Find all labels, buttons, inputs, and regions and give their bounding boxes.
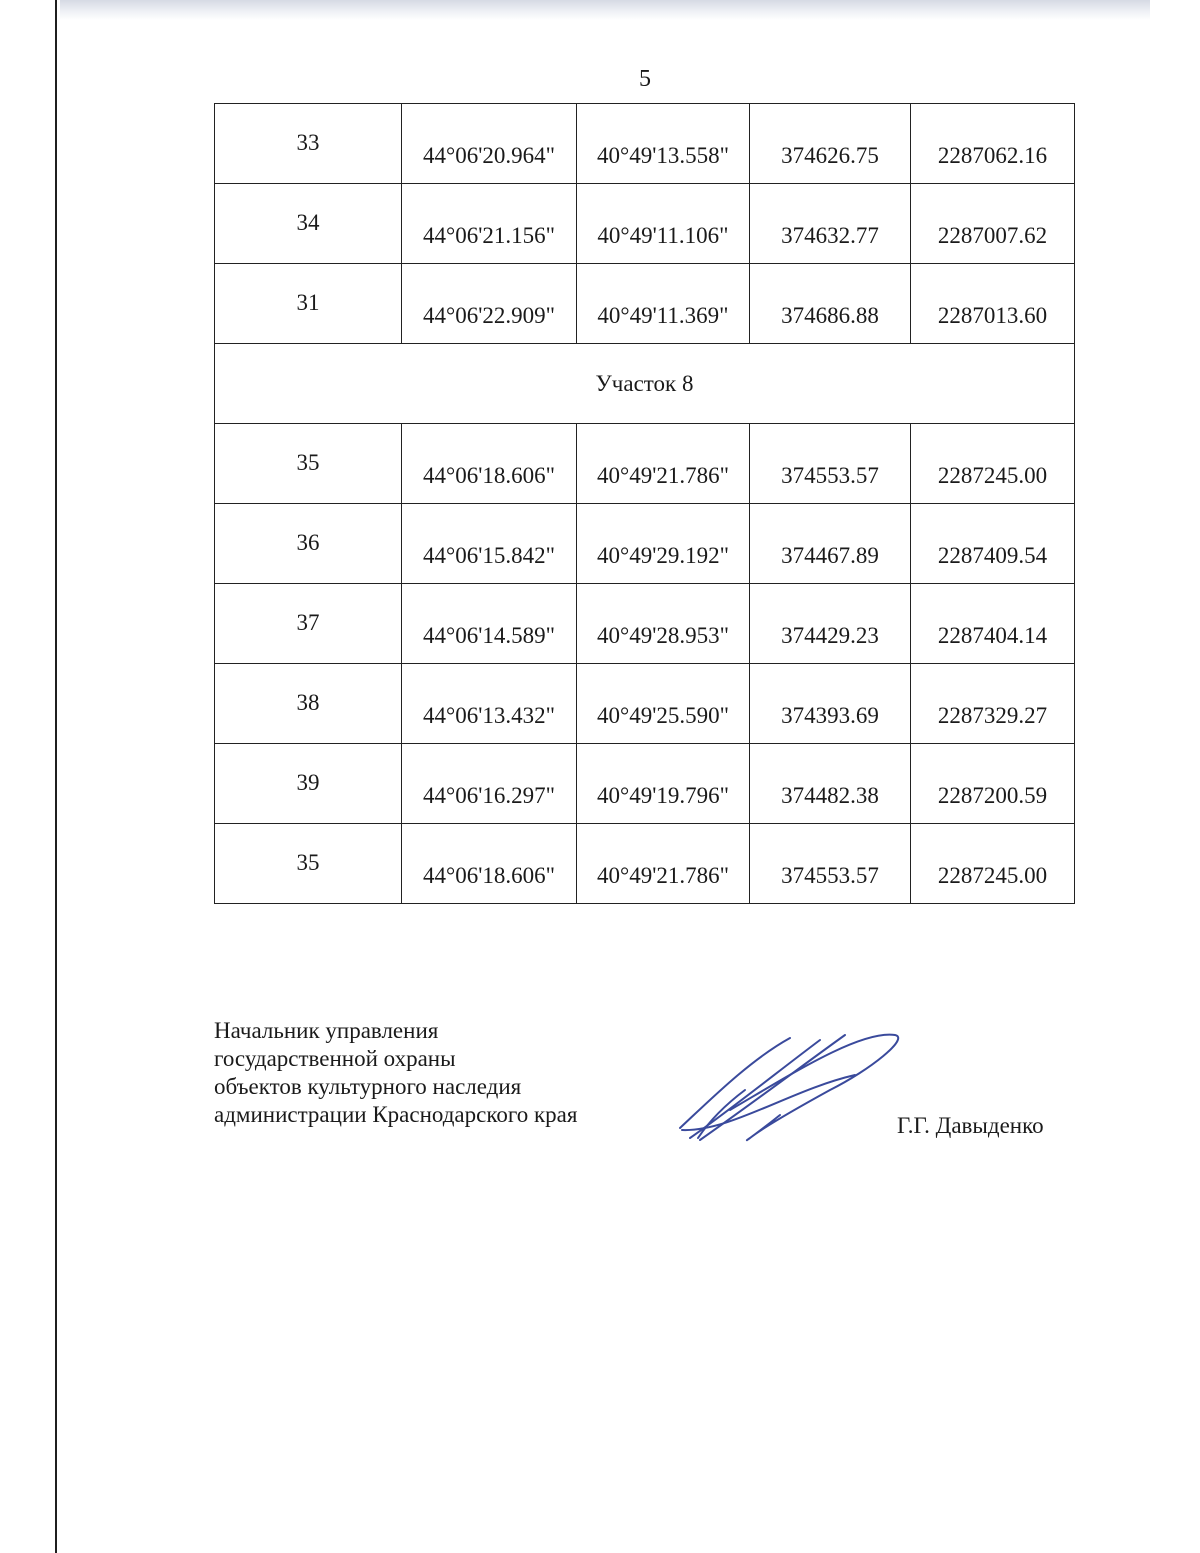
- table-row: [215, 424, 1075, 504]
- table-row: [215, 824, 1075, 904]
- point-number-cell: 35: [215, 424, 402, 504]
- point-number-cell: 37: [215, 584, 402, 664]
- x-coordinate-cell: 374393.69: [750, 664, 911, 744]
- table-row: [215, 104, 1075, 184]
- latitude-cell: 44°06'20.964": [402, 104, 577, 184]
- y-coordinate-cell: 2287409.54: [911, 504, 1075, 584]
- point-number-cell: 39: [215, 744, 402, 824]
- x-coordinate-cell: 374553.57: [750, 824, 911, 904]
- table-row: [215, 264, 1075, 344]
- section-title: Участок 8: [215, 344, 1075, 424]
- signatory-title-line: администрации Краснодарского края: [214, 1102, 578, 1127]
- latitude-cell: 44°06'13.432": [402, 664, 577, 744]
- y-coordinate-cell: 2287062.16: [911, 104, 1075, 184]
- longitude-cell: 40°49'21.786": [577, 424, 750, 504]
- table-row: [215, 184, 1075, 264]
- latitude-cell: 44°06'21.156": [402, 184, 577, 264]
- x-coordinate-cell: 374553.57: [750, 424, 911, 504]
- y-coordinate-cell: 2287245.00: [911, 424, 1075, 504]
- longitude-cell: 40°49'29.192": [577, 504, 750, 584]
- latitude-cell: 44°06'18.606": [402, 824, 577, 904]
- x-coordinate-cell: 374632.77: [750, 184, 911, 264]
- point-number-cell: 36: [215, 504, 402, 584]
- y-coordinate-cell: 2287200.59: [911, 744, 1075, 824]
- table-row: [215, 504, 1075, 584]
- y-coordinate-cell: 2287329.27: [911, 664, 1075, 744]
- point-number-cell: 34: [215, 184, 402, 264]
- longitude-cell: 40°49'28.953": [577, 584, 750, 664]
- latitude-cell: 44°06'16.297": [402, 744, 577, 824]
- latitude-cell: 44°06'15.842": [402, 504, 577, 584]
- signatory-title-line: объектов культурного наследия: [214, 1074, 522, 1099]
- signatory-title: [214, 1017, 577, 1129]
- x-coordinate-cell: 374467.89: [750, 504, 911, 584]
- longitude-cell: 40°49'11.369": [577, 264, 750, 344]
- section-row: [215, 344, 1075, 424]
- signatory-title-line: Начальник управления: [214, 1018, 439, 1043]
- y-coordinate-cell: 2287404.14: [911, 584, 1075, 664]
- y-coordinate-cell: 2287245.00: [911, 824, 1075, 904]
- table-row: [215, 744, 1075, 824]
- point-number-cell: 35: [215, 824, 402, 904]
- x-coordinate-cell: 374482.38: [750, 744, 911, 824]
- point-number-cell: 33: [215, 104, 402, 184]
- latitude-cell: 44°06'18.606": [402, 424, 577, 504]
- longitude-cell: 40°49'21.786": [577, 824, 750, 904]
- table-row: [215, 664, 1075, 744]
- point-number-cell: 38: [215, 664, 402, 744]
- longitude-cell: 40°49'19.796": [577, 744, 750, 824]
- y-coordinate-cell: 2287007.62: [911, 184, 1075, 264]
- x-coordinate-cell: 374429.23: [750, 584, 911, 664]
- x-coordinate-cell: 374686.88: [750, 264, 911, 344]
- longitude-cell: 40°49'13.558": [577, 104, 750, 184]
- table-row: [215, 584, 1075, 664]
- longitude-cell: 40°49'25.590": [577, 664, 750, 744]
- page-number: 5: [639, 66, 651, 92]
- signatory-title-line: государственной охраны: [214, 1046, 456, 1071]
- page-left-border: [55, 0, 57, 1553]
- latitude-cell: 44°06'14.589": [402, 584, 577, 664]
- scan-top-strip: [60, 0, 1150, 20]
- y-coordinate-cell: 2287013.60: [911, 264, 1075, 344]
- x-coordinate-cell: 374626.75: [750, 104, 911, 184]
- handwritten-signature: [670, 1020, 910, 1150]
- longitude-cell: 40°49'11.106": [577, 184, 750, 264]
- point-number-cell: 31: [215, 264, 402, 344]
- latitude-cell: 44°06'22.909": [402, 264, 577, 344]
- coordinates-table: [214, 103, 1075, 904]
- signatory-name: Г.Г. Давыденко: [897, 1113, 1044, 1138]
